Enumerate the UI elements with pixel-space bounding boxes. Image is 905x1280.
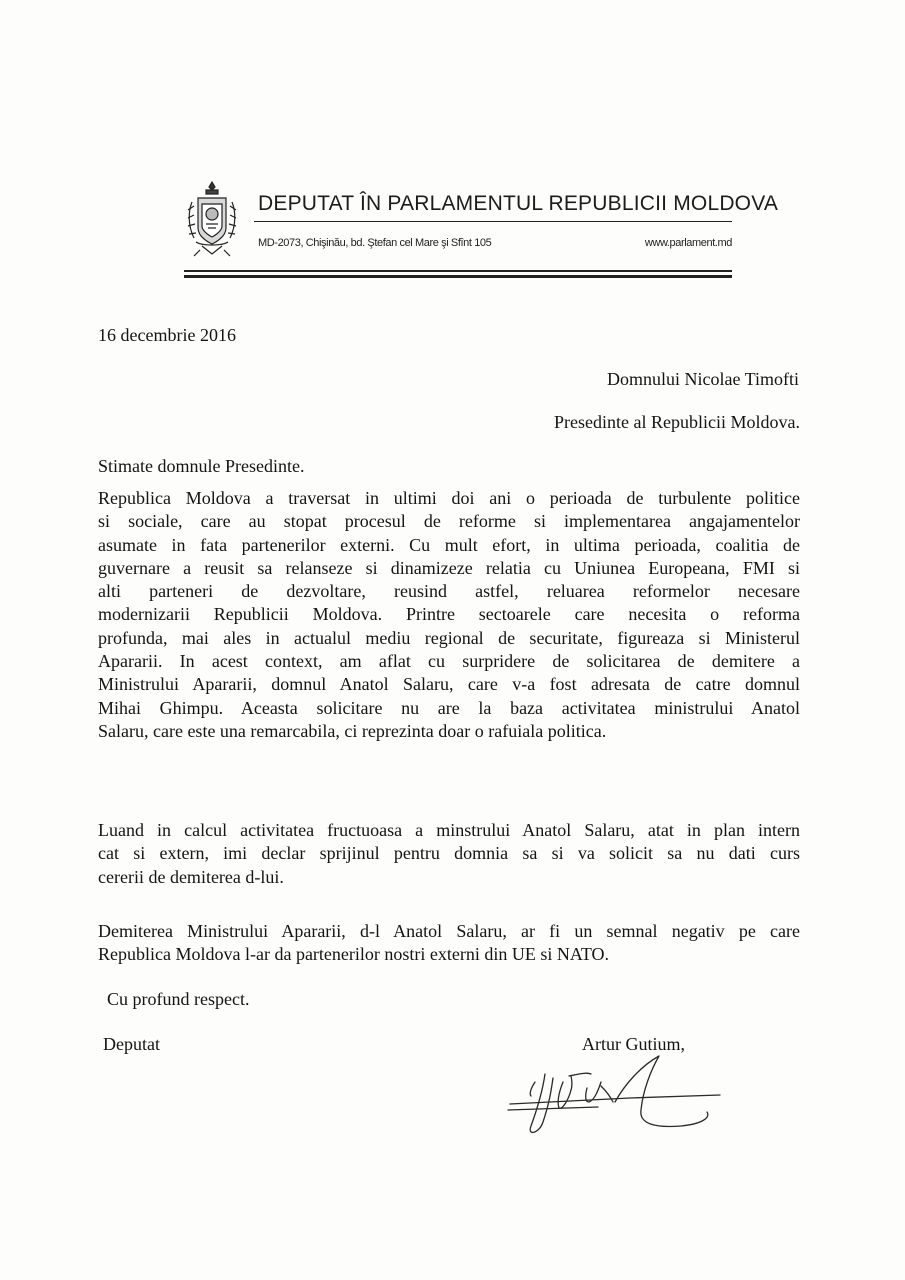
paragraph-line: Mihai Ghimpu. Aceasta solicitare nu are la baza activitatea ministrului Anatol <box>98 697 800 718</box>
paragraph-line: Republica Moldova l-ar da partenerilor nostri externi din UE si NATO. <box>98 944 610 965</box>
paragraph-line: alti parteneri de dezvoltare, reusind astfel, reluarea reformelor necesare <box>98 581 800 602</box>
paragraph-line: profunda, mai ales in actualul mediu regional de securitate, figureaza si Ministerul <box>98 627 800 648</box>
letterhead-website: www.parlament.md <box>644 237 732 249</box>
paragraph-2 <box>98 819 800 889</box>
letterhead-rule-bottom <box>184 275 732 278</box>
signer-name: Artur Gutium, <box>582 1034 685 1054</box>
paragraph-line: Apararii. In acest context, am aflat cu surpridere de solicitarea de demitere a <box>98 651 800 672</box>
paragraph-line: cererii de demiterea d-lui. <box>98 866 284 887</box>
signoff-role: Deputat <box>103 1034 160 1054</box>
paragraph-line: Republica Moldova a traversat in ultimi doi ani o perioada de turbulente politice <box>98 488 800 508</box>
paragraph-line: modernizarii Republicii Moldova. Printre sectoarele care necesita o reforma <box>98 604 800 625</box>
paragraph-line: Ministrului Apararii, domnul Anatol Salaru, care v-a fost adresata de catre domnul <box>98 674 800 695</box>
handwritten-signature <box>505 1052 725 1152</box>
paragraph-1 <box>98 487 800 743</box>
paragraph-line: Salaru, care este una remarcabila, ci reprezinta doar o rafuiala politica. <box>98 720 607 741</box>
letterhead-divider <box>254 221 732 222</box>
paragraph-line: Luand in calcul activitatea fructuoasa a minstrului Anatol Salaru, atat in plan intern <box>98 820 800 840</box>
paragraph-line: si sociale, care au stopat procesul de reforme si implementarea angajamentelor <box>98 511 800 532</box>
paragraph-line: Demiterea Ministrului Apararii, d-l Anatol Salaru, ar fi un semnal negativ pe care <box>98 921 800 941</box>
recipient-name: Domnului Nicolae Timofti <box>606 369 799 389</box>
letterhead <box>184 180 779 290</box>
paragraph-3 <box>98 920 800 967</box>
paragraph-line: asumate in fata partenerilor externi. Cu mult efort, in ultima perioada, coalitia de <box>98 534 800 555</box>
paragraph-line: cat si extern, imi declar sprijinul pentru domnia sa si va solicit sa nu dati curs <box>98 843 800 864</box>
letter-date: 16 decembrie 2016 <box>98 325 236 345</box>
paragraph-line: guvernare a reusit sa relanseze si dinamizeze relatia cu Uniunea Europeana, FMI si <box>98 557 800 578</box>
letterhead-address: MD-2073, Chişinău, bd. Ştefan cel Mare şi Sfînt 105 <box>258 237 492 249</box>
salutation: Stimate domnule Presedinte. <box>98 456 305 476</box>
letterhead-rule-top <box>184 270 732 272</box>
letterhead-title: DEPUTAT ÎN PARLAMENTUL REPUBLICII MOLDOVA <box>258 192 779 215</box>
closing-phrase: Cu profund respect. <box>107 989 250 1009</box>
recipient-title: Presedinte al Republicii Moldova. <box>554 412 800 432</box>
moldova-coat-of-arms-icon <box>184 180 240 262</box>
